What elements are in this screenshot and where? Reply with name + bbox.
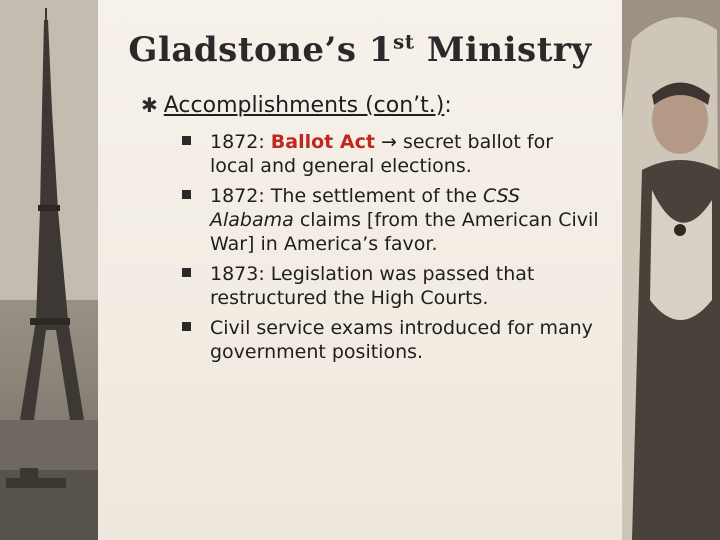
- slide-title: [98, 30, 622, 70]
- queen-victoria-portrait: [622, 0, 720, 540]
- css-alabama-italic: CSS Alabama: [210, 185, 521, 231]
- heading-colon: :: [444, 93, 452, 118]
- item-text: 1873: Legislation was passed that restructured the High Courts.: [210, 263, 535, 309]
- accomplishments-list: [182, 130, 602, 370]
- arrow-glyph: →: [374, 131, 403, 153]
- square-bullet-icon: [182, 268, 191, 277]
- list-item: [182, 130, 602, 178]
- list-item: [182, 316, 602, 364]
- list-item: [182, 262, 602, 310]
- item-text: secret ballot for local and general elections.: [210, 131, 554, 177]
- item-prefix: 1872: The settlement of the: [210, 185, 483, 207]
- square-bullet-icon: [182, 190, 191, 199]
- item-text: claims [from the American Civil War] in America’s favor.: [210, 209, 599, 255]
- star-bullet-icon: ✱: [141, 93, 158, 117]
- heading-label: Accomplishments (con’t.): [163, 93, 445, 118]
- ballot-act-highlight: Ballot Act: [270, 131, 375, 153]
- item-prefix: 1872:: [210, 131, 271, 153]
- main-bullet: [141, 93, 452, 118]
- title-superscript: st: [393, 29, 415, 54]
- item-text: Civil service exams introduced for many government positions.: [210, 317, 593, 363]
- square-bullet-icon: [182, 136, 191, 145]
- title-rest: Ministry: [414, 30, 592, 70]
- eiffel-tower-photo: [0, 0, 98, 540]
- title-main: Gladstone’s 1: [128, 30, 394, 70]
- square-bullet-icon: [182, 322, 191, 331]
- list-item: [182, 184, 602, 256]
